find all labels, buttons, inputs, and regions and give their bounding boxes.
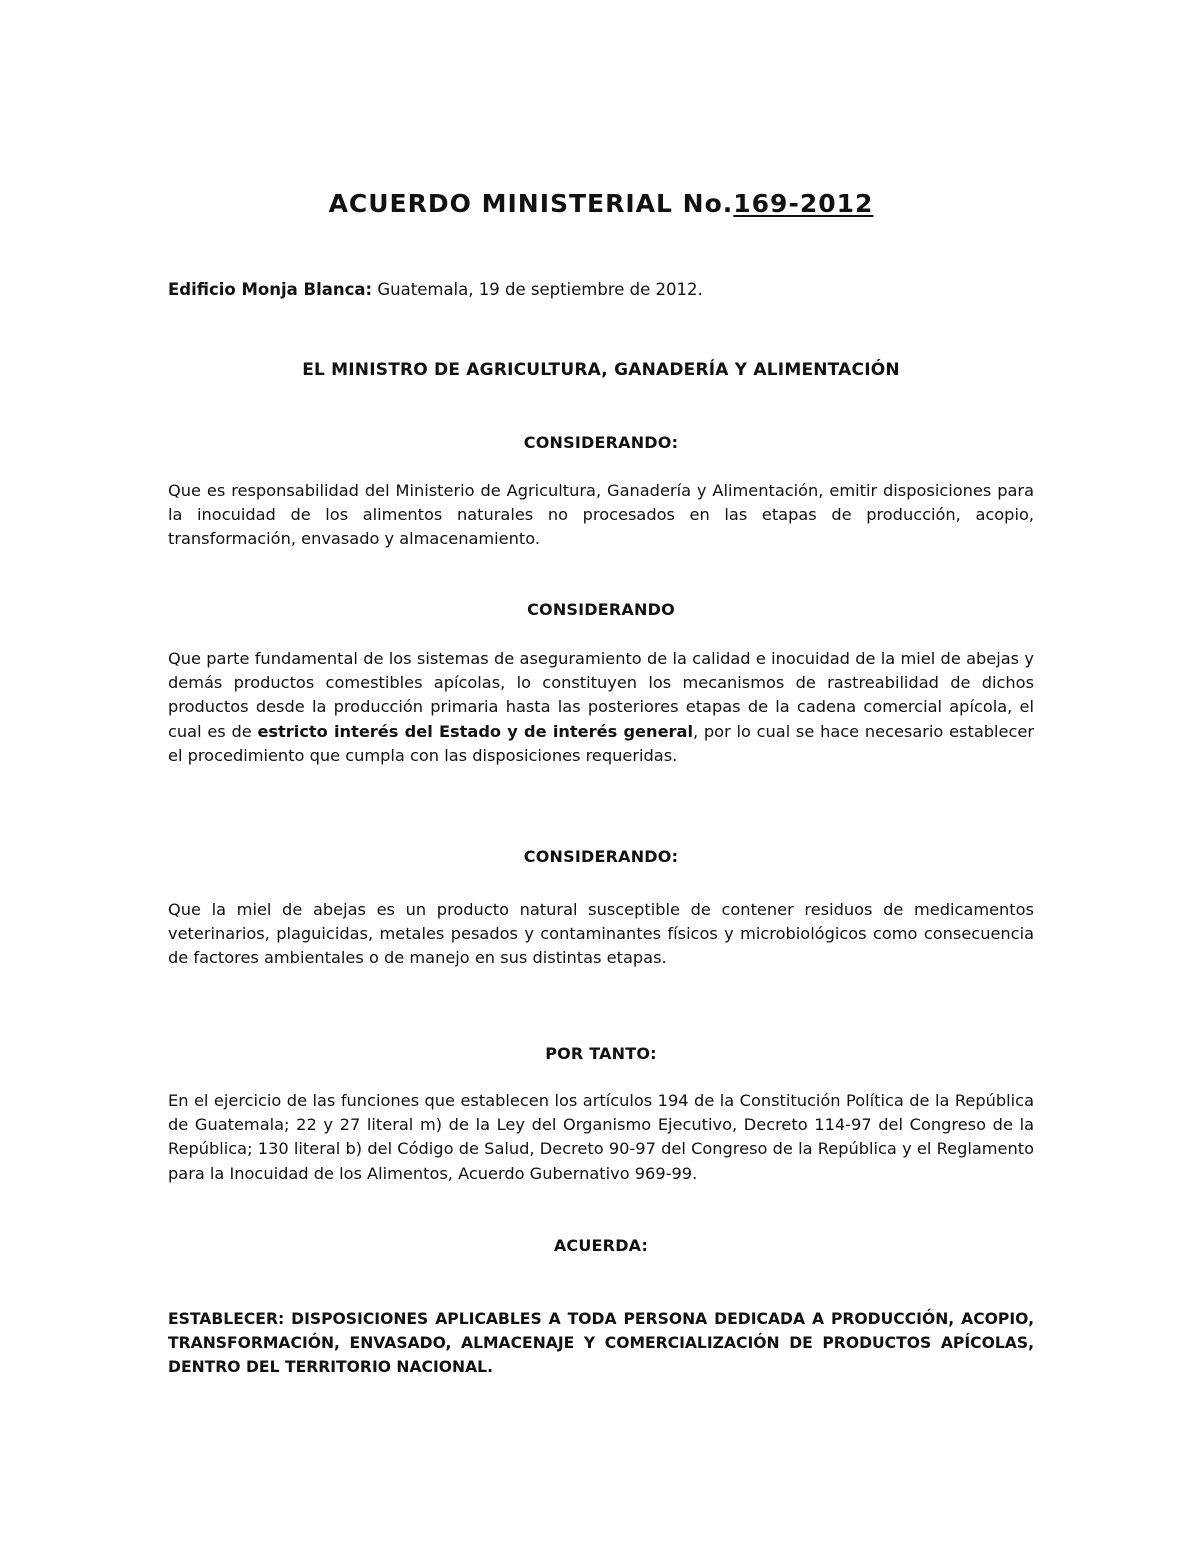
establecer-text: ESTABLECER: DISPOSICIONES APLICABLES A TODA PERSONA DEDICADA A PRODUCCIÓN, ACOPIO, TRANSFORMACIÓN, ENVASADO, ALMACENAJE Y COMERCIALIZACIÓN DE PRODUCTOS APÍCOLAS, DENTRO DEL TERRITORIO NACIONAL. — [168, 1310, 1034, 1377]
title-number: 169-2012 — [733, 189, 874, 218]
considerando-1-text: Que es responsabilidad del Ministerio de Agricultura, Ganadería y Alimentación, emitir disposiciones para la inocuidad de los alimentos naturales no procesados en las etapas de producción, acopio, transformación, envasado y almacenamiento. — [168, 481, 1034, 549]
por-tanto-heading: POR TANTO: — [545, 1044, 657, 1063]
considerando-2-text-b: , por lo cual se hace necesario establecer el procedimiento que cumpla con las disposiciones requeridas. — [168, 721, 1034, 765]
considerando-2-text — [168, 647, 1034, 768]
document-title — [168, 186, 1034, 222]
considerando-2-text-a: Que parte fundamental de los sistemas de aseguramiento de la calidad e inocuidad de la miel de abejas y demás productos comestibles apícolas, lo constituyen los mecanismos de rastreabilidad de dichos productos desde la producción primaria hasta las posteriores etapas de la cadena comercial apícola, el cual es de — [168, 649, 1034, 741]
considerando-2-heading: CONSIDERANDO — [527, 600, 675, 619]
considerando-3-text: Que la miel de abejas es un producto natural susceptible de contener residuos de medicamentos veterinarios, plaguicidas, metales pesados y contaminantes físicos y microbiológicos como consecuencia de factores ambientales o de manejo en sus distintas etapas. — [168, 900, 1034, 968]
minister-heading: EL MINISTRO DE AGRICULTURA, GANADERÍA Y ALIMENTACIÓN — [302, 360, 900, 380]
considerando-2-bold: estricto interés del Estado y de interés general — [257, 721, 693, 741]
title-prefix: ACUERDO MINISTERIAL No. — [328, 189, 734, 218]
considerando-3-heading: CONSIDERANDO: — [523, 847, 679, 866]
dateline-label: Edificio Monja Blanca: — [168, 280, 373, 299]
acuerda-heading: ACUERDA: — [553, 1236, 649, 1255]
considerando-1-heading: CONSIDERANDO: — [523, 433, 679, 452]
dateline-text: Guatemala, 19 de septiembre de 2012. — [372, 280, 703, 299]
por-tanto-text: En el ejercicio de las funciones que establecen los artículos 194 de la Constitución Política de la República de Guatemala; 22 y 27 literal m) de la Ley del Organismo Ejecutivo, Decreto 114-97 del Congreso de la República; 130 literal b) del Código de Salud, Decreto 90-97 del Congreso de la República y el Reglamento para la Inocuidad de los Alimentos, Acuerdo Gubernativo 969-99. — [168, 1091, 1034, 1183]
dateline — [168, 278, 703, 302]
